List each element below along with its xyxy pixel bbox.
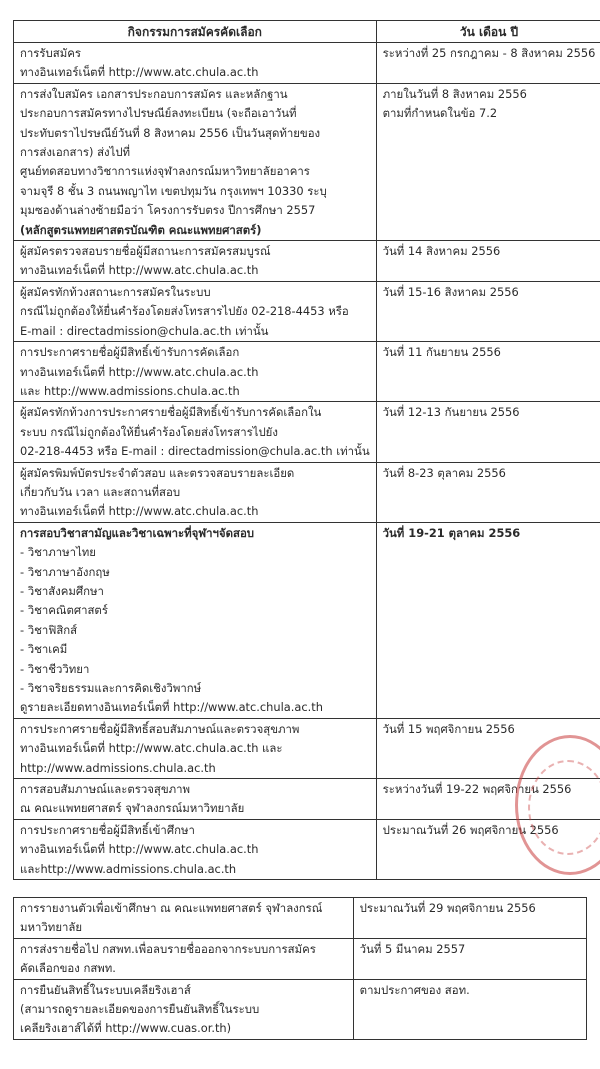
activity-line: เกี่ยวกับวัน เวลา และสถานที่สอบ (20, 484, 181, 499)
date-line: ภายในวันที่ 8 สิงหาคม 2556 (382, 86, 527, 101)
official-seal-inner-ring (528, 760, 600, 855)
activity-line: ผู้สมัครทักท้วงการประกาศรายชื่อผู้มีสิทธิ์เข้ารับการคัดเลือกใน (20, 405, 322, 420)
activity-cell (14, 402, 377, 462)
date-cell (376, 522, 600, 718)
activity-line: ทางอินเทอร์เน็ตที่ http://www.atc.chula.ac.th (20, 504, 259, 519)
activity-line: ทางอินเทอร์เน็ตที่ http://www.atc.chula.ac.th (20, 263, 259, 278)
date-cell (376, 281, 600, 341)
activity-line: และhttp://www.admissions.chula.ac.th (20, 861, 237, 876)
date-line: วันที่ 19-21 ตุลาคม 2556 (382, 525, 521, 540)
table-header-row (14, 21, 600, 43)
activity-line: (สามารถดูรายละเอียดของการยืนยันสิทธิ์ในระบบ (20, 1002, 260, 1017)
activity-cell (14, 43, 377, 84)
activity-line: ผู้สมัครพิมพ์บัตรประจำตัวสอบ และตรวจสอบรายละเอียด (20, 465, 295, 480)
activity-line: มุมซองด้านล่างซ้ายมือว่า โครงการรับตรง ปีการศึกษา 2557 (20, 203, 316, 218)
activity-line: และ http://www.admissions.chula.ac.th (20, 383, 240, 398)
date-line: ตามที่กำหนดในข้อ 7.2 (382, 106, 498, 121)
table-row (14, 462, 600, 522)
activity-cell (14, 83, 377, 240)
activity-line: จามจุรี 8 ชั้น 3 ถนนพญาไท เขตปทุมวัน กรุงเทพฯ 10330 ระบุ (20, 183, 327, 198)
date-cell (376, 43, 600, 84)
activity-line: - วิชาชีววิทยา (20, 661, 90, 676)
activity-cell (14, 779, 377, 820)
date-line: ประมาณวันที่ 29 พฤศจิกายน 2556 (359, 901, 536, 915)
date-cell (376, 342, 600, 402)
activity-line: - วิชาจริยธรรมและการคิดเชิงวิพากษ์ (20, 681, 202, 695)
table-row (14, 342, 600, 402)
activity-line: - วิชาภาษาอังกฤษ (20, 564, 110, 579)
activity-line: ณ คณะแพทยศาสตร์ จุฬาลงกรณ์มหาวิทยาลัย (20, 801, 245, 816)
date-line: วันที่ 5 มีนาคม 2557 (359, 941, 466, 956)
table-row (14, 898, 587, 939)
table-row (14, 522, 600, 718)
date-line: วันที่ 12-13 กันยายน 2556 (382, 405, 520, 420)
date-line: วันที่ 8-23 ตุลาคม 2556 (382, 465, 506, 480)
activity-line: การประกาศรายชื่อผู้มีสิทธิ์สอบสัมภาษณ์และตรวจสุขภาพ (20, 721, 300, 736)
activity-line: การส่งรายชื่อไป กสพท.เพื่อลบรายชื่อออกจากระบบการสมัคร (20, 941, 316, 956)
activity-line: การส่งใบสมัคร เอกสารประกอบการสมัคร และหลักฐาน (20, 86, 288, 101)
activity-cell (14, 819, 377, 879)
date-cell (353, 898, 586, 939)
activity-cell (14, 522, 377, 718)
activity-cell (14, 979, 354, 1039)
date-line: วันที่ 14 สิงหาคม 2556 (382, 244, 501, 259)
date-cell (376, 402, 600, 462)
activity-line: การประกาศรายชื่อผู้มีสิทธิ์เข้ารับการคัดเลือก (20, 345, 240, 360)
activity-line: ระบบ กรณีไม่ถูกต้องให้ยื่นคำร้องโดยส่งโทรสารไปยัง (20, 424, 278, 439)
activity-cell (14, 938, 354, 979)
table-row (14, 402, 600, 462)
date-cell (376, 83, 600, 240)
activity-cell (14, 718, 377, 778)
header-date: วัน เดือน ปี (376, 21, 600, 43)
activity-line: http://www.admissions.chula.ac.th (20, 760, 216, 775)
activity-line: ทางอินเทอร์เน็ตที่ http://www.atc.chula.ac.th และ (20, 741, 283, 756)
table-row (14, 43, 600, 84)
activity-line: E-mail : directadmission@chula.ac.th เท่านั้น (20, 323, 269, 338)
activity-line: ผู้สมัครตรวจสอบรายชื่อผู้มีสถานะการสมัครสมบูรณ์ (20, 244, 271, 259)
activity-line: ทางอินเทอร์เน็ตที่ http://www.atc.chula.ac.th (20, 65, 259, 80)
activity-line: การยืนยันสิทธิ์ในระบบเคลียริงเฮาส์ (20, 982, 191, 997)
activity-cell (14, 462, 377, 522)
activity-line: - วิชาคณิตศาสตร์ (20, 603, 108, 618)
date-line: วันที่ 15 พฤศจิกายน 2556 (382, 721, 515, 736)
activity-cell (14, 342, 377, 402)
activity-cell (14, 898, 354, 939)
activity-line: ประทับตราไปรษณีย์วันที่ 8 สิงหาคม 2556 เป็นวันสุดท้ายของ (20, 125, 321, 140)
activity-line: ประกอบการสมัครทางไปรษณีย์ลงทะเบียน (จะถือเอาวันที่ (20, 106, 297, 121)
date-cell (376, 462, 600, 522)
activity-line: เคลียริงเฮาส์ได้ที่ http://www.cuas.or.th) (20, 1021, 232, 1036)
activity-line: ทางอินเทอร์เน็ตที่ http://www.atc.chula.ac.th (20, 842, 259, 857)
table-row (14, 979, 587, 1039)
date-line: ตามประกาศของ สอท. (359, 982, 470, 997)
date-line: ระหว่างวันที่ 19-22 พฤศจิกายน 2556 (382, 782, 572, 797)
activity-line: การรับสมัคร (20, 46, 81, 60)
activity-line: คัดเลือกของ กสพท. (20, 961, 116, 976)
activity-line: ดูรายละเอียดทางอินเทอร์เน็ตที่ http://www.atc.chula.ac.th (20, 700, 323, 715)
table-row (14, 718, 600, 778)
table-row (14, 779, 600, 820)
header-activity: กิจกรรมการสมัครคัดเลือก (14, 21, 377, 43)
activity-line: - วิชาเคมี (20, 642, 68, 657)
date-cell (376, 241, 600, 282)
table-row (14, 241, 600, 282)
activity-line: - วิชาฟิสิกส์ (20, 622, 78, 637)
activity-line: การสอบสัมภาษณ์และตรวจสุขภาพ (20, 782, 191, 797)
date-line: วันที่ 11 กันยายน 2556 (382, 345, 501, 360)
table-row (14, 819, 600, 879)
activity-line: การประกาศรายชื่อผู้มีสิทธิ์เข้าศึกษา (20, 822, 195, 837)
activity-line: (หลักสูตรแพทยศาสตรบัณฑิต คณะแพทยศาสตร์) (20, 222, 262, 237)
schedule-table-continued (13, 897, 587, 1040)
schedule-table (13, 20, 600, 880)
date-line: ระหว่างที่ 25 กรกฎาคม - 8 สิงหาคม 2556 (382, 46, 596, 60)
activity-cell (14, 281, 377, 341)
date-cell (353, 938, 586, 979)
activity-line: กรณีไม่ถูกต้องให้ยื่นคำร้องโดยส่งโทรสารไปยัง 02-218-4453 หรือ (20, 304, 349, 319)
activity-line: มหาวิทยาลัย (20, 920, 83, 935)
activity-line: การส่งเอกสาร) ส่งไปที่ (20, 145, 131, 160)
activity-line: - วิชาภาษาไทย (20, 545, 96, 560)
activity-line: - วิชาสังคมศึกษา (20, 583, 104, 598)
activity-line: การสอบวิชาสามัญและวิชาเฉพาะที่จุฬาฯจัดสอบ (20, 525, 255, 540)
table-row (14, 281, 600, 341)
activity-line: ผู้สมัครทักท้วงสถานะการสมัครในระบบ (20, 284, 211, 299)
date-line: ประมาณวันที่ 26 พฤศจิกายน 2556 (382, 822, 559, 837)
activity-cell (14, 241, 377, 282)
date-line: วันที่ 15-16 สิงหาคม 2556 (382, 284, 519, 299)
date-cell (353, 979, 586, 1039)
activity-line: การรายงานตัวเพื่อเข้าศึกษา ณ คณะแพทยศาสตร์ จุฬาลงกรณ์ (20, 901, 323, 915)
table-row (14, 83, 600, 240)
activity-line: ทางอินเทอร์เน็ตที่ http://www.atc.chula.ac.th (20, 364, 259, 379)
activity-line: ศูนย์ทดสอบทางวิชาการแห่งจุฬาลงกรณ์มหาวิทยาลัยอาคาร (20, 164, 310, 179)
activity-line: 02-218-4453 หรือ E-mail : directadmission@chula.ac.th เท่านั้น (20, 444, 370, 459)
table-row (14, 938, 587, 979)
